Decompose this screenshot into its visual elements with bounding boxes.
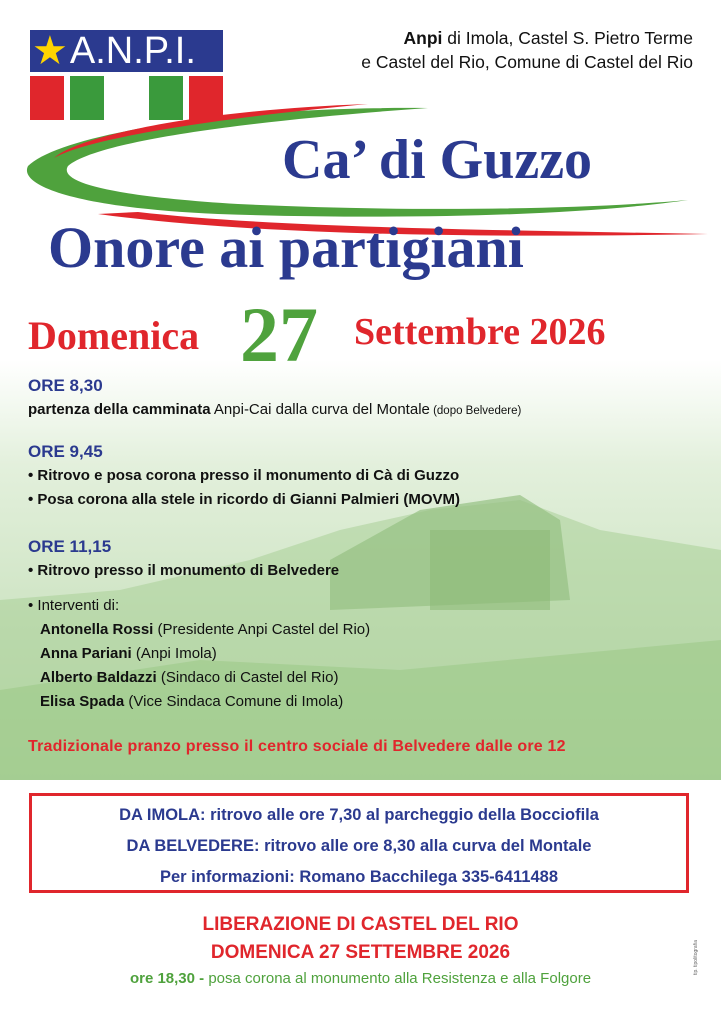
liberation-date: DOMENICA 27 SETTEMBRE 2026 — [210, 942, 511, 963]
program-hour: ORE 9,45 — [28, 442, 103, 461]
program-block-1 — [28, 374, 708, 423]
program-line: • Posa corona alla stele in ricordo di Gianni Palmieri (MOVM) — [28, 491, 461, 508]
speakers-intro: • Interventi di: — [28, 597, 120, 614]
program-block-3 — [28, 535, 708, 583]
info-line: Per informazioni: Romano Bacchilega 335-6411488 — [160, 868, 558, 886]
info-line: DA BELVEDERE: ritrovo alle ore 8,30 alla curva del Montale — [126, 837, 592, 855]
speaker-item: Anna Pariani (Anpi Imola) — [40, 645, 217, 662]
title-line1: Ca’ di Guzzo — [282, 129, 593, 191]
liberation-detail: ore 18,30 - posa corona al monumento alla Resistenza e alla Folgore — [129, 970, 592, 987]
organizers-line1: di Imola, Castel S. Pietro Terme — [442, 28, 693, 48]
speaker-item: Elisa Spada (Vice Sindaca Comune di Imola) — [40, 693, 344, 710]
lunch-note: Tradizionale pranzo presso il centro sociale di Belvedere dalle ore 12 — [28, 738, 566, 755]
program-block-2 — [28, 440, 708, 512]
organizers-bold: Anpi — [403, 28, 443, 48]
date-weekday: Domenica — [28, 313, 200, 358]
title-line2: Onore ai partigiani — [48, 215, 524, 280]
logo-banner — [30, 30, 223, 72]
info-box — [29, 793, 689, 893]
star-icon: ★ — [32, 29, 68, 73]
speaker-item: Alberto Baldazzi (Sindaco di Castel del Rio) — [40, 669, 339, 686]
program-line: • Ritrovo presso il monumento di Belvedere — [28, 562, 340, 579]
program-line: • Ritrovo e posa corona presso il monumento di Cà di Guzzo — [28, 467, 460, 484]
organizers — [361, 26, 693, 74]
liberation-title: LIBERAZIONE DI CASTEL DEL RIO — [202, 914, 519, 935]
program-hour: ORE 11,15 — [28, 537, 112, 556]
event-date — [28, 291, 698, 378]
printer-credit: tip. tipolitografia — [693, 940, 699, 976]
organizers-line2: e Castel del Rio, Comune di Castel del Rio — [361, 52, 693, 72]
date-month-year: Settembre 2026 — [354, 311, 606, 353]
speakers — [28, 594, 708, 714]
logo-text: A.N.P.I. — [69, 29, 196, 72]
speaker-item: Antonella Rossi (Presidente Anpi Castel del Rio) — [40, 621, 371, 638]
date-day: 27 — [240, 291, 318, 378]
program-line: partenza della camminata Anpi-Cai dalla curva del Montale (dopo Belvedere) — [28, 401, 522, 418]
info-line: DA IMOLA: ritrovo alle ore 7,30 al parcheggio della Bocciofila — [119, 806, 599, 824]
program-hour: ORE 8,30 — [28, 376, 103, 395]
